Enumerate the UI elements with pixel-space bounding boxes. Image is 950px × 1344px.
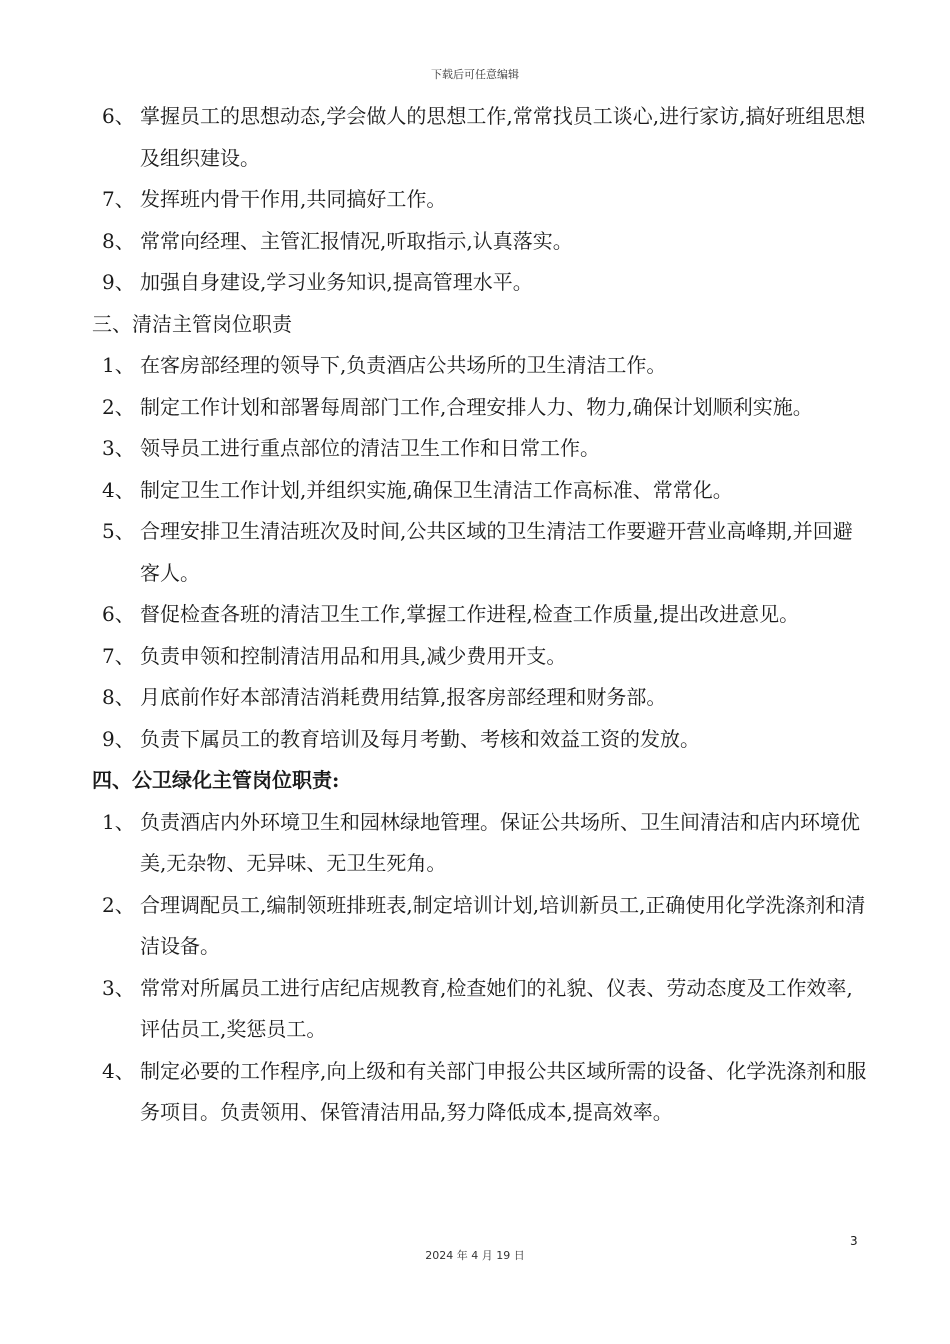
document-body <box>90 96 870 1134</box>
list-item-text: 督促检查各班的清洁卫生工作,掌握工作进程,检查工作质量,提出改进意见。 <box>140 602 800 626</box>
list-item <box>90 594 870 636</box>
list-item-number: 8、 <box>102 685 135 709</box>
list-item-number: 8、 <box>102 228 135 253</box>
list-item-number: 2、 <box>102 394 135 419</box>
list-item <box>90 511 870 594</box>
list-item-text: 制定工作计划和部署每周部门工作,合理安排人力、物力,确保计划顺利实施。 <box>140 394 813 419</box>
list-item-text: 负责申领和控制清洁用品和用具,减少费用开支。 <box>140 643 567 668</box>
list-item <box>90 677 870 719</box>
list-item <box>90 885 870 968</box>
list-item-text: 在客房部经理的领导下,负责酒店公共场所的卫生清洁工作。 <box>140 353 667 377</box>
list-item-text: 领导员工进行重点部位的清洁卫生工作和日常工作。 <box>140 436 600 460</box>
list-item <box>90 221 870 263</box>
list-item <box>90 96 870 179</box>
list-item-number: 3、 <box>102 436 135 460</box>
list-item-number: 1、 <box>102 809 135 834</box>
list-item-text: 常常向经理、主管汇报情况,听取指示,认真落实。 <box>140 228 573 253</box>
list-item-number: 3、 <box>102 975 135 1000</box>
list-item <box>90 1051 870 1134</box>
list-item-number: 7、 <box>102 187 135 211</box>
list-item <box>90 387 870 429</box>
list-item-text: 合理调配员工,编制领班排班表,制定培训计划,培训新员工,正确使用化学洗涤剂和清洁设备。 <box>140 892 866 958</box>
list-item <box>90 719 870 761</box>
page-number: 3 <box>850 1234 858 1248</box>
list-item-number: 4、 <box>102 477 135 502</box>
page-header: 下载后可任意编辑 <box>431 68 519 81</box>
section-heading: 三、清洁主管岗位职责 <box>92 311 292 336</box>
list-item <box>90 428 870 470</box>
list-item-number: 6、 <box>102 602 135 626</box>
list-item-number: 7、 <box>102 643 135 668</box>
list-item-text: 月底前作好本部清洁消耗费用结算,报客房部经理和财务部。 <box>140 685 667 709</box>
list-item-number: 4、 <box>102 1058 135 1083</box>
list-item-text: 发挥班内骨干作用,共同搞好工作。 <box>140 187 447 211</box>
list-item-text: 常常对所属员工进行店纪店规教育,检查她们的礼貌、仪表、劳动态度及工作效率,评估员工,奖惩员工。 <box>140 975 853 1041</box>
list-item-number: 5、 <box>102 519 135 543</box>
list-item <box>90 470 870 512</box>
list-item-number: 9、 <box>102 726 135 751</box>
list-item <box>90 636 870 678</box>
list-item-text: 制定卫生工作计划,并组织实施,确保卫生清洁工作高标准、常常化。 <box>140 477 733 502</box>
list-item <box>90 968 870 1051</box>
section-heading: 四、公卫绿化主管岗位职责: <box>92 768 340 792</box>
list-item-text: 负责下属员工的教育培训及每月考勤、考核和效益工资的发放。 <box>140 726 700 751</box>
list-item-number: 6、 <box>102 104 135 128</box>
list-item <box>90 179 870 221</box>
list-item-number: 1、 <box>102 353 135 377</box>
page-footer-date: 2024 年 4 月 19 日 <box>425 1249 525 1262</box>
list-item-text: 掌握员工的思想动态,学会做人的思想工作,常常找员工谈心,进行家访,搞好班组思想及组织建设。 <box>140 104 866 170</box>
list-item <box>90 802 870 885</box>
list-item-text: 负责酒店内外环境卫生和园林绿地管理。保证公共场所、卫生间清洁和店内环境优美,无杂物、无异味、无卫生死角。 <box>140 809 860 875</box>
list-item-text: 合理安排卫生清洁班次及时间,公共区域的卫生清洁工作要避开营业高峰期,并回避客人。 <box>140 519 853 585</box>
list-item-number: 2、 <box>102 892 135 917</box>
list-item-number: 9、 <box>102 270 135 294</box>
list-item-text: 制定必要的工作程序,向上级和有关部门申报公共区域所需的设备、化学洗涤剂和服务项目。负责领用、保管清洁用品,努力降低成本,提高效率。 <box>140 1058 867 1124</box>
list-item <box>90 345 870 387</box>
list-item <box>90 262 870 304</box>
list-item-text: 加强自身建设,学习业务知识,提高管理水平。 <box>140 270 533 294</box>
